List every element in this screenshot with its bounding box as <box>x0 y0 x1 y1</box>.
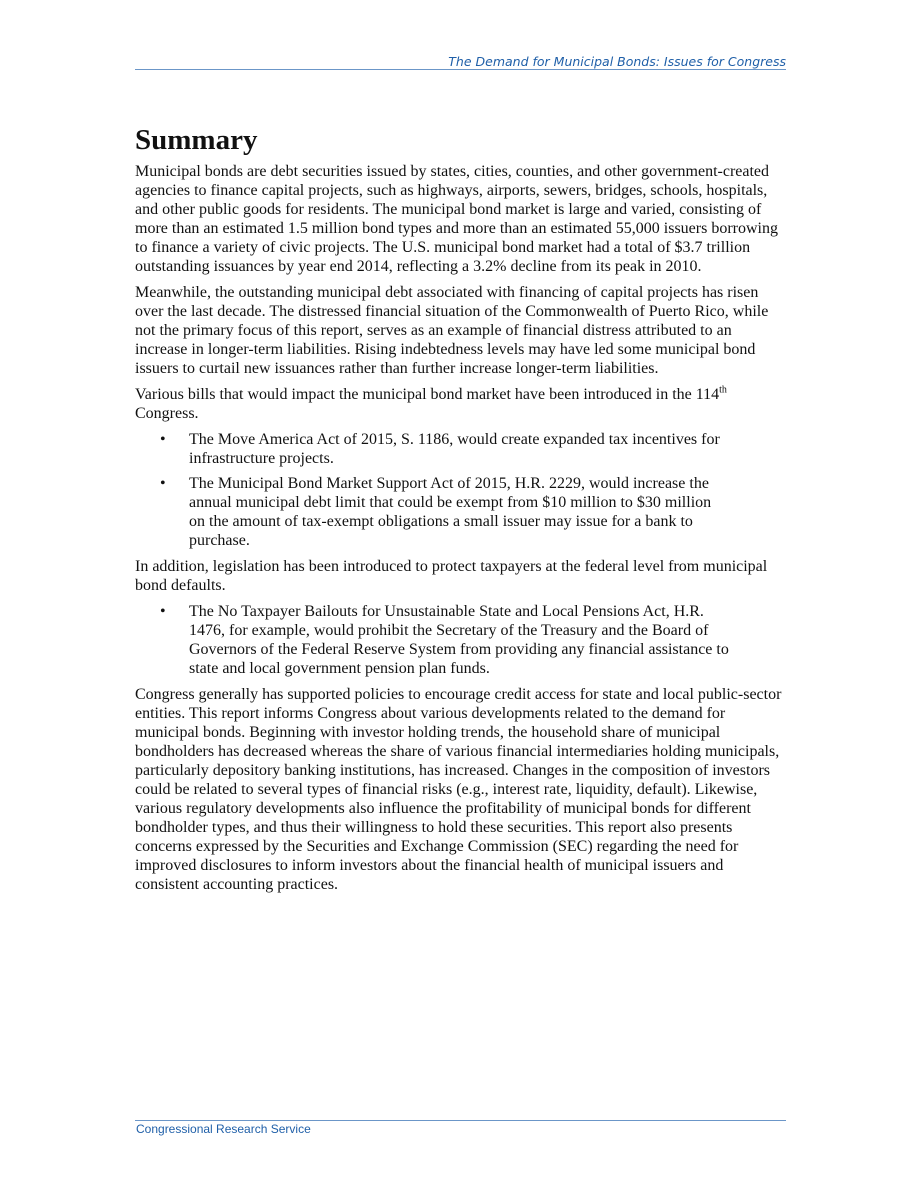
bullet-text: The Municipal Bond Market Support Act of 2015, H.R. 2229, would increase the annual municipal debt limit that could be exempt from $10 million to $30 million on the amount of tax-exempt obligations a small issuer may issue for a bank to purchase. <box>189 475 712 549</box>
legislation-bullet-list <box>135 602 786 678</box>
bills-bullet-list <box>135 430 786 550</box>
summary-paragraph-2: Meanwhile, the outstanding municipal debt associated with financing of capital projects has risen over the last decade. The distressed financial situation of the Commonwealth of Puerto Rico, while not the primary focus of this report, serves as an example of financial distress attributed to an increase in longer-term liabilities. Rising indebtedness levels may have led some municipal bond issuers to curtail new issuances rather than further increase longer-term liabilities. <box>135 284 769 377</box>
bullet-text: The Move America Act of 2015, S. 1186, would create expanded tax incentives for infrastructure projects. <box>189 431 720 467</box>
running-header: The Demand for Municipal Bonds: Issues for Congress <box>448 54 786 69</box>
bullet-item <box>135 430 786 468</box>
footer-text: Congressional Research Service <box>136 1122 311 1136</box>
summary-paragraph-5: Congress generally has supported policies to encourage credit access for state and local public-sector entities. This report informs Congress about various developments related to the demand for municipal bonds. Beginning with investor holding trends, the household share of municipal bondholders has decreased whereas the share of various financial intermediaries holding municipals, particularly depository banking institutions, has increased. Changes in the composition of investors could be related to several types of financial risks (e.g., interest rate, liquidity, default). Likewise, various regulatory developments also influence the profitability of municipal bonds for different bondholder types, and thus their willingness to hold these securities. This report also presents concerns expressed by the Securities and Exchange Commission (SEC) regarding the need for improved disclosures to inform investors about the financial health of municipal issuers and consistent accounting practices. <box>135 686 782 893</box>
summary-paragraph-1: Municipal bonds are debt securities issued by states, cities, counties, and other government-created agencies to finance capital projects, such as highways, airports, sewers, bridges, schools, hospitals, and other public goods for residents. The municipal bond market is large and varied, consisting of more than an estimated 1.5 million bond types and more than an estimated 55,000 issuers borrowing to finance a variety of civic projects. The U.S. municipal bond market had a total of $3.7 trillion outstanding issuances by year end 2014, reflecting a 3.2% decline from its peak in 2010. <box>135 163 778 275</box>
footer-rule <box>135 1120 786 1121</box>
paragraph-3-text-end: Congress. <box>135 405 199 422</box>
paragraph-3-text: Various bills that would impact the municipal bond market have been introduced in the 114 <box>135 386 720 403</box>
summary-section <box>135 122 786 901</box>
ordinal-superscript: th <box>719 384 727 396</box>
summary-paragraph-4: In addition, legislation has been introduced to protect taxpayers at the federal level from municipal bond defaults. <box>135 558 768 594</box>
bullet-icon: • <box>160 603 166 620</box>
section-heading: Summary <box>135 124 258 156</box>
bullet-item <box>135 474 786 550</box>
bullet-text: The No Taxpayer Bailouts for Unsustainable State and Local Pensions Act, H.R. 1476, for example, would prohibit the Secretary of the Treasury and the Board of Governors of the Federal Reserve System from providing any financial assistance to state and local government pension plan funds. <box>189 603 729 677</box>
bullet-item <box>135 602 786 678</box>
bullet-icon: • <box>160 475 166 492</box>
header-rule <box>135 69 786 70</box>
bullet-icon: • <box>160 431 166 448</box>
summary-paragraph-3 <box>135 385 786 423</box>
